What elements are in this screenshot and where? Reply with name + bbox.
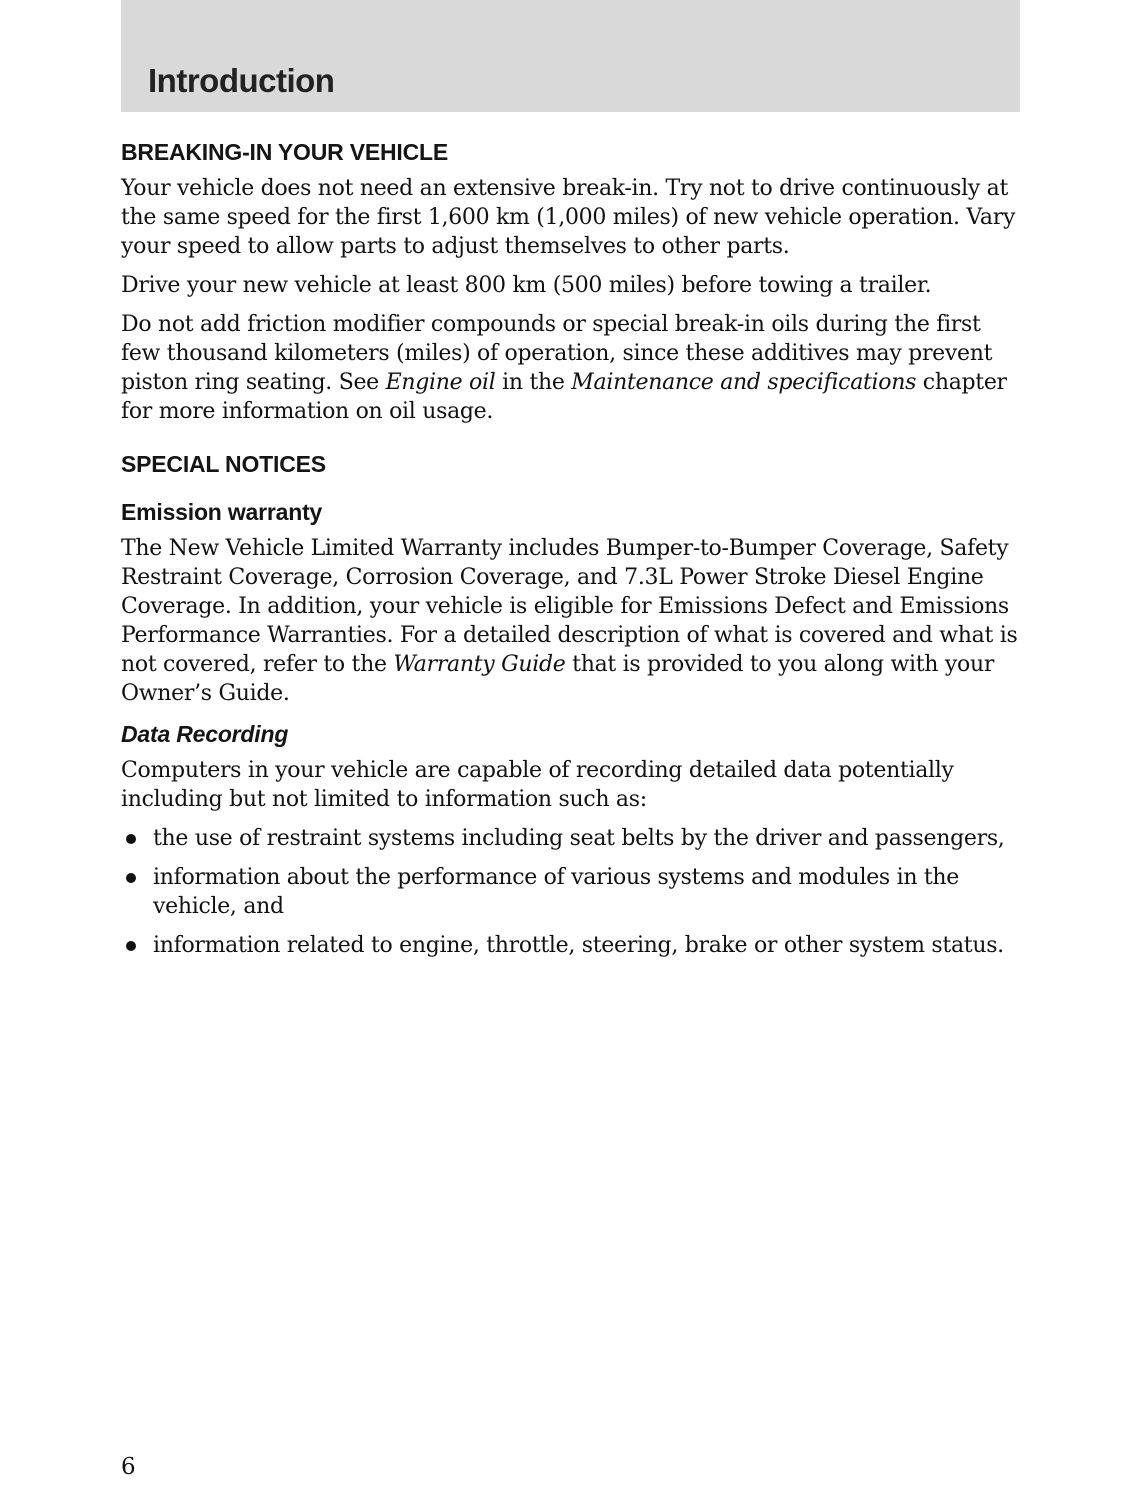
chapter-header-band	[121, 0, 1020, 112]
paragraph-3-text-b: in the	[495, 370, 572, 395]
bullet-icon	[126, 873, 136, 883]
emission-warranty-heading: Emission warranty	[121, 499, 323, 525]
page-number: 6	[121, 1454, 136, 1480]
engine-oil-reference: Engine oil	[385, 370, 496, 395]
list-item	[121, 931, 1020, 960]
paragraph-3-text-a: Do not add friction modifier compounds or special break-in oils during the first few thousand kilometers (miles) of operation, since these additives may prevent piston ring seating. See	[121, 312, 993, 395]
data-recording-intro: Computers in your vehicle are capable of recording detailed data potentially including but not limited to information such as:	[121, 758, 954, 812]
special-notices-heading: SPECIAL NOTICES	[121, 451, 326, 477]
chapter-title: Introduction	[148, 62, 335, 99]
emission-text-a: The New Vehicle Limited Warranty includes Bumper-to-Bumper Coverage, Safety Restraint Coverage, Corrosion Coverage, and 7.3L Power Stroke Diesel Engine Coverage. In addition, your vehicle is eligible for Emissions Defect and Emissions Performance Warranties. For a detailed description of what is covered and what is not covered, refer to the	[121, 536, 1018, 677]
paragraph-3-text-c: chapter for more information on oil usage.	[121, 370, 1007, 424]
data-recording-list	[121, 824, 1020, 960]
list-item	[121, 824, 1020, 853]
list-item-text: information related to engine, throttle, steering, brake or other system status.	[153, 933, 1004, 958]
emission-text-b: that is provided to you along with your Owner’s Guide.	[121, 652, 995, 706]
maintenance-chapter-reference: Maintenance and specifications	[571, 370, 917, 395]
bullet-icon	[126, 834, 136, 844]
breaking-in-paragraph-1: Your vehicle does not need an extensive break-in. Try not to drive continuously at the same speed for the first 1,600 km (1,000 miles) of new vehicle operation. Vary your speed to allow parts to adjust themselves to other parts.	[121, 176, 1016, 259]
list-item-text: the use of restraint systems including seat belts by the driver and passengers,	[153, 826, 1005, 851]
page-content	[121, 136, 1020, 970]
emission-warranty-paragraph	[121, 534, 1020, 708]
bullet-icon	[126, 941, 136, 951]
breaking-in-paragraph-2: Drive your new vehicle at least 800 km (500 miles) before towing a trailer.	[121, 273, 932, 298]
data-recording-heading: Data Recording	[121, 721, 289, 747]
list-item-text: information about the performance of various systems and modules in the vehicle, and	[153, 865, 960, 919]
list-item	[121, 863, 1020, 921]
warranty-guide-reference: Warranty Guide	[393, 652, 566, 677]
breaking-in-paragraph-3	[121, 310, 1020, 426]
breaking-in-heading: BREAKING-IN YOUR VEHICLE	[121, 139, 449, 165]
